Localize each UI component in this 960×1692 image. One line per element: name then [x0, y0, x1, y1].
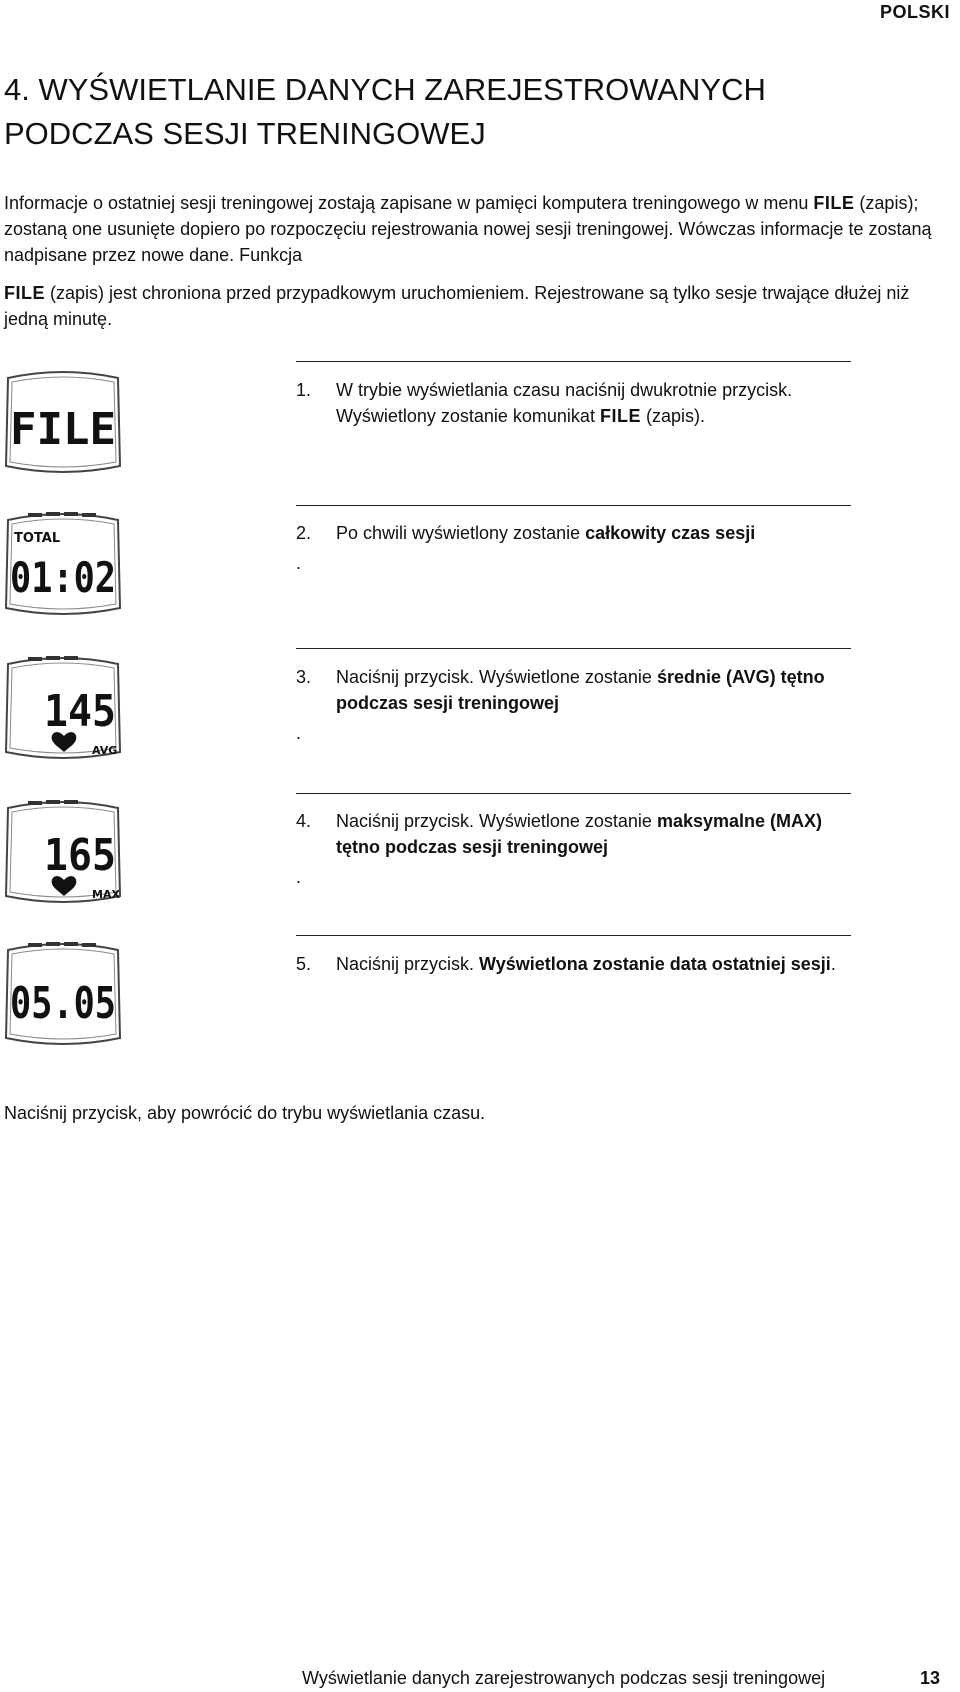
lcd-segment-bar [82, 943, 96, 947]
lcd-segment-bar [64, 656, 78, 660]
intro-text-3: (zapis) jest chroniona przed przypadkowym uruchomieniem. Rejestrowane są tylko sesje trwające dłużej niż jedną minutę. [4, 283, 910, 329]
step-number: 5. [296, 954, 312, 974]
divider [296, 361, 851, 362]
lcd-segment-bar [64, 512, 78, 516]
language-label: POLSKI [879, 2, 950, 22]
lcd-segment-bar [28, 801, 42, 805]
file-keyword: FILE [4, 283, 45, 303]
watch-display-max [2, 796, 124, 908]
lcd-segment-bar [46, 512, 60, 516]
lcd-segment-bar [46, 656, 60, 660]
step-bold-text: Wyświetlona zostanie data ostatniej sesji [479, 954, 831, 974]
step-text: . [830, 954, 836, 974]
step-text: Wyświetlony zostanie komunikat [336, 406, 600, 426]
lcd-segment-bar [64, 942, 78, 946]
step-text: Po chwili wyświetlony zostanie [336, 523, 586, 543]
step-bold-text: maksymalne (MAX) tętno podczas sesji treningowej [336, 811, 823, 857]
watch-display-date [2, 938, 124, 1050]
step-1 [296, 377, 856, 426]
step-text: W trybie wyświetlania czasu naciśnij dwukrotnie przycisk. [336, 380, 793, 400]
divider [296, 935, 851, 936]
watch-display-file [2, 366, 124, 478]
step-5 [296, 951, 856, 977]
lcd-segment-bar [46, 800, 60, 804]
step-4 [296, 808, 856, 887]
file-keyword: FILE [813, 193, 855, 213]
lcd-segment-bar [28, 657, 42, 661]
watch-main-text: 165 [44, 830, 116, 881]
step-text: (zapis). [640, 406, 705, 426]
watch-label: TOTAL [14, 531, 61, 546]
intro-paragraph [4, 190, 944, 332]
watch-main-text: 145 [44, 686, 116, 737]
watch-main-text: 05.05 [10, 978, 116, 1029]
step-number: 1. [296, 380, 312, 400]
divider [296, 648, 851, 649]
title-line-1: 4. WYŚWIETLANIE DANYCH ZAREJESTROWANYCH [4, 72, 766, 107]
step-2 [296, 520, 856, 573]
file-keyword: FILE [599, 406, 641, 426]
watch-display-total [2, 508, 124, 620]
page-number: 13 [919, 1668, 940, 1688]
watch-label: AVG [92, 744, 118, 757]
page-footer: Wyświetlanie danych zarejestrowanych podczas sesji treningowej [302, 1668, 826, 1688]
lcd-segment-bar [28, 513, 42, 517]
step-text: Naciśnij przycisk. [336, 954, 480, 974]
divider [296, 793, 851, 794]
watch-main-text: 01:02 [10, 553, 116, 602]
step-bold-text: całkowity czas sesji [585, 523, 756, 543]
intro-text-1: Informacje o ostatniej sesji treningowej zostają zapisane w pamięci komputera treningowego w menu [4, 193, 814, 213]
divider [296, 505, 851, 506]
closing-note: Naciśnij przycisk, aby powrócić do trybu wyświetlania czasu. [4, 1103, 486, 1123]
step-number: 3. [296, 667, 312, 687]
step-text: Naciśnij przycisk. Wyświetlone zostanie [336, 667, 657, 687]
watch-label: MAX [92, 888, 120, 901]
title-line-2: PODCZAS SESJI TRENINGOWEJ [4, 116, 486, 151]
watch-display-avg [2, 652, 124, 764]
watch-main-text: FILE [10, 404, 116, 455]
step-number: 2. [296, 523, 312, 543]
page-title [4, 68, 766, 156]
lcd-segment-bar [64, 800, 78, 804]
lcd-segment-bar [46, 942, 60, 946]
lcd-segment-bar [28, 943, 42, 947]
intro-text-2: (zapis); zostaną one usunięte dopiero po rozpoczęciu rejestrowania nowej sesji treningowej. Wówczas informacje te zostaną nadpisane przez nowe dane. Funkcja [4, 193, 932, 265]
step-dot: . [296, 867, 302, 887]
step-number: 4. [296, 811, 312, 831]
lcd-segment-bar [82, 513, 96, 517]
step-bold-text: średnie (AVG) tętno podczas sesji treningowej [336, 667, 825, 713]
step-dot: . [296, 723, 302, 743]
step-text: Naciśnij przycisk. Wyświetlone zostanie [336, 811, 657, 831]
step-dot: . [296, 553, 302, 573]
step-3 [296, 664, 856, 743]
